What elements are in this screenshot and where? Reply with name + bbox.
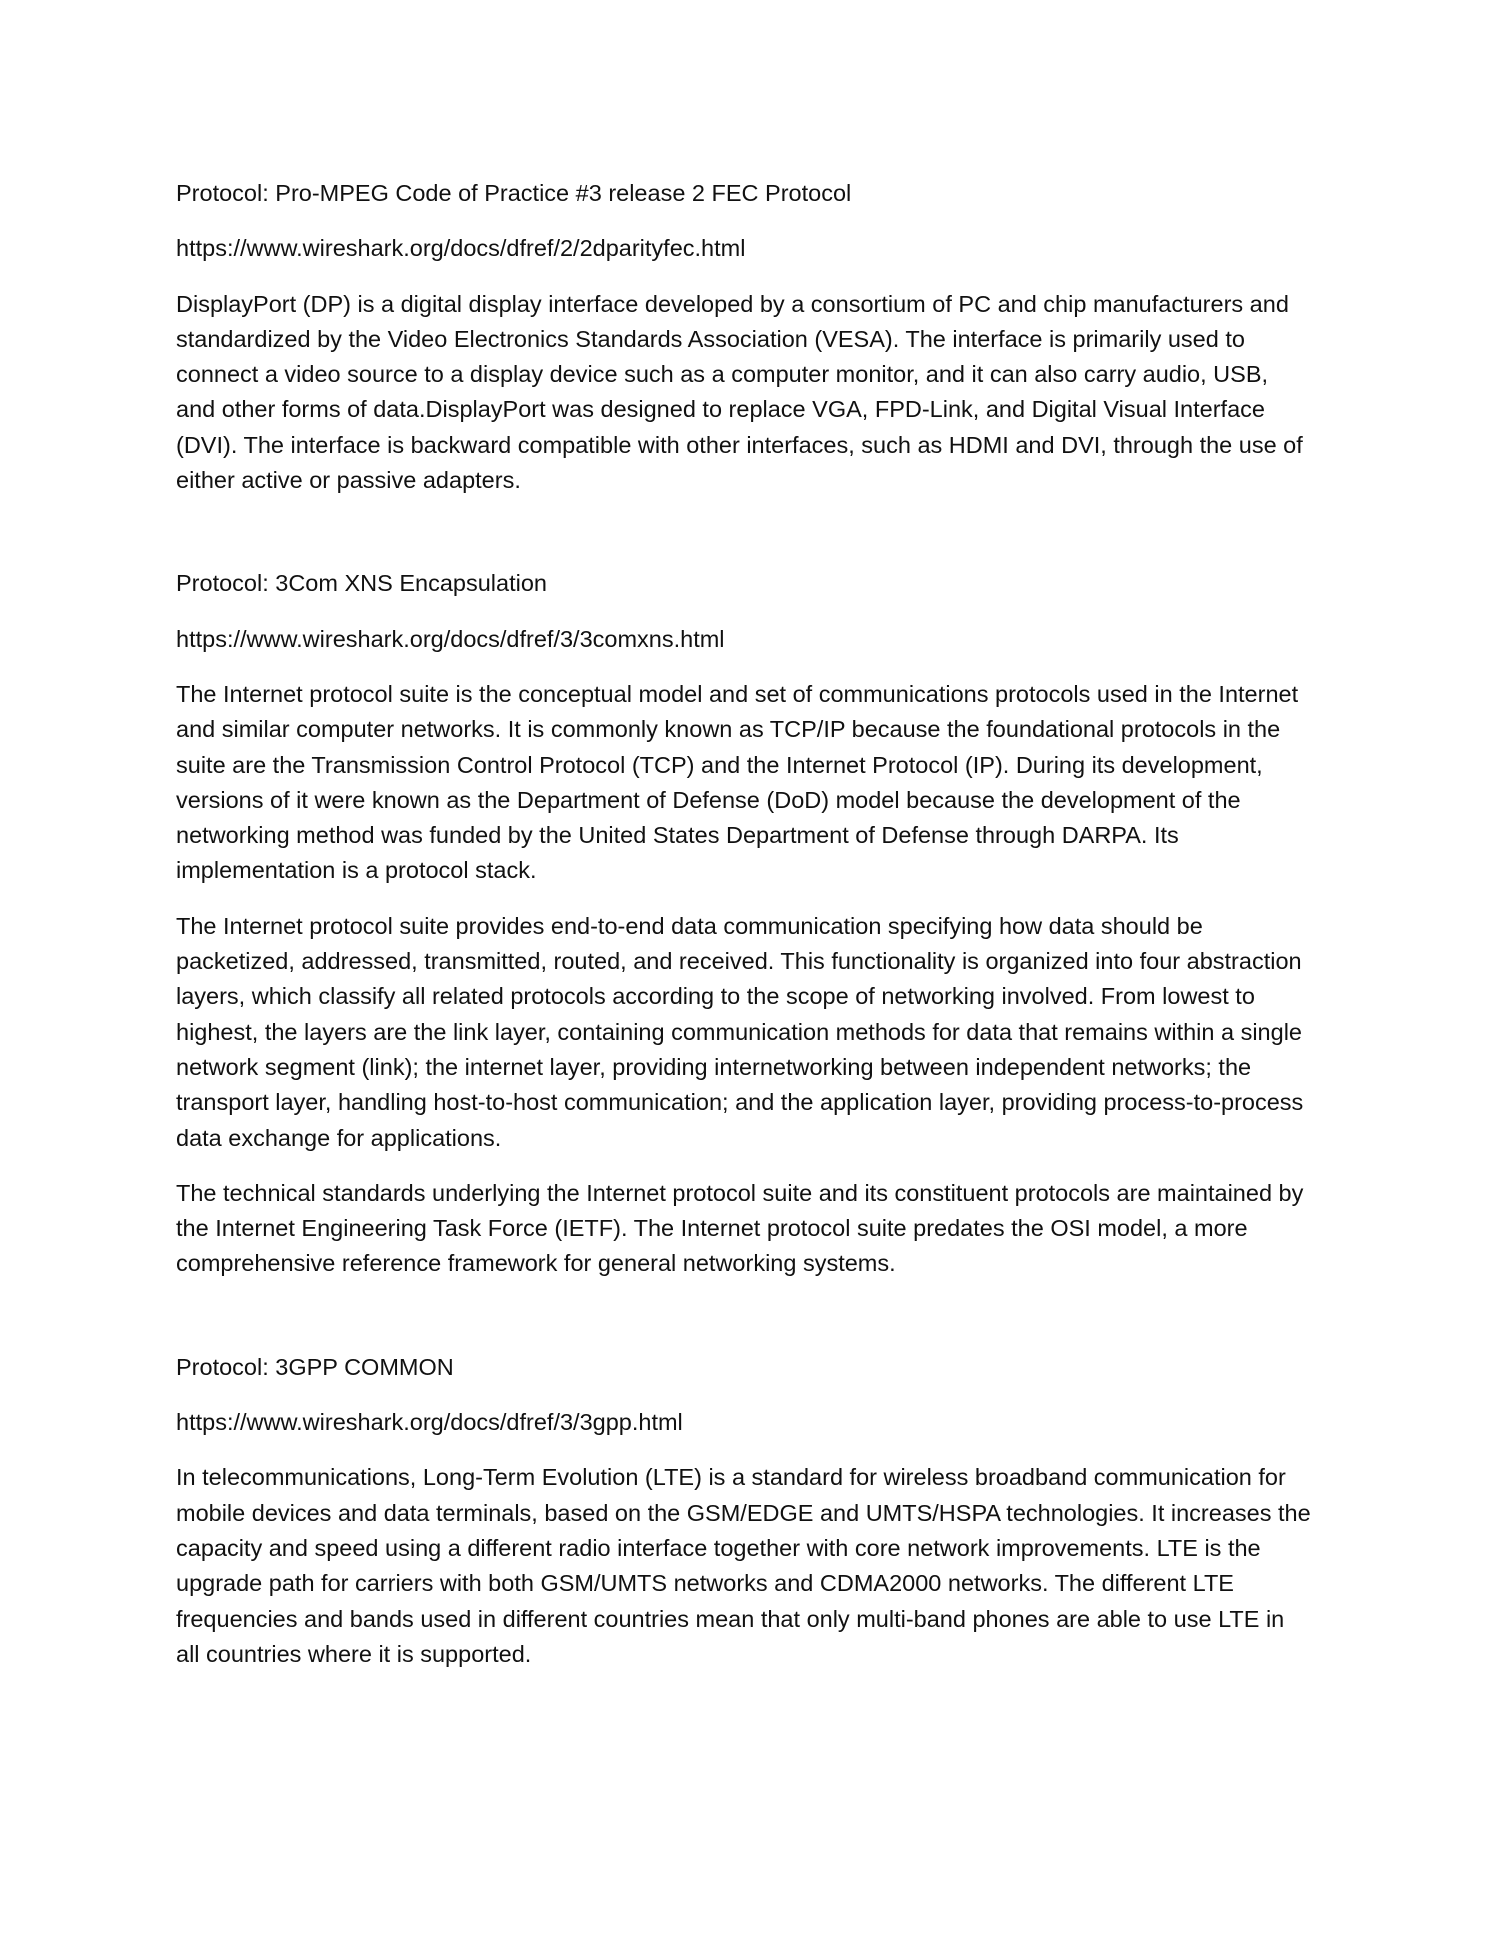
protocol-url: https://www.wireshark.org/docs/dfref/3/3gpp.html (176, 1409, 683, 1436)
description-paragraph: DisplayPort (DP) is a digital display interface developed by a consortium of PC and chip manufacturers and standardized by the Video Electronics Standards Association (VESA). The interface is primarily used to connect a video source to a display device such as a computer monitor, and it can also carry audio, USB, and other forms of data.DisplayPort was designed to replace VGA, FPD-Link, and Digital Visual Interface (DVI). The interface is backward compatible with other interfaces, such as HDMI and DVI, through the use of either active or passive adapters. (176, 290, 1303, 494)
protocol-section-pro-mpeg (176, 176, 1311, 498)
protocol-section-3gpp-common (176, 1350, 1311, 1672)
protocol-url: https://www.wireshark.org/docs/dfref/3/3comxns.html (176, 625, 725, 652)
document-body (176, 176, 1311, 1672)
protocol-heading: Protocol: 3GPP COMMON (176, 1353, 454, 1380)
description-paragraph: The technical standards underlying the Internet protocol suite and its constituent protocols are maintained by the Internet Engineering Task Force (IETF). The Internet protocol suite predates the OSI model, a more comprehensive reference framework for general networking systems. (176, 1179, 1304, 1277)
protocol-section-3com-xns (176, 566, 1311, 1281)
protocol-url: https://www.wireshark.org/docs/dfref/2/2dparityfec.html (176, 235, 746, 262)
protocol-heading: Protocol: Pro-MPEG Code of Practice #3 release 2 FEC Protocol (176, 180, 852, 206)
description-paragraph: In telecommunications, Long-Term Evolution (LTE) is a standard for wireless broadband communication for mobile devices and data terminals, based on the GSM/EDGE and UMTS/HSPA technologies. It increases the capacity and speed using a different radio interface together with core network improvements. LTE is the upgrade path for carriers with both GSM/UMTS networks and CDMA2000 networks. The different LTE frequencies and bands used in different countries mean that only multi-band phones are able to use LTE in all countries where it is supported. (176, 1464, 1311, 1667)
description-paragraph: The Internet protocol suite is the conceptual model and set of communications protocols used in the Internet and similar computer networks. It is commonly known as TCP/IP because the foundational protocols in the suite are the Transmission Control Protocol (TCP) and the Internet Protocol (IP). During its development, versions of it were known as the Department of Defense (DoD) model because the development of the networking method was funded by the United States Department of Defense through DARPA. Its implementation is a protocol stack. (176, 680, 1299, 884)
description-paragraph: The Internet protocol suite provides end-to-end data communication specifying how data should be packetized, addressed, transmitted, routed, and received. This functionality is organized into four abstraction layers, which classify all related protocols according to the scope of networking involved. From lowest to highest, the layers are the link layer, containing communication methods for data that remains within a single network segment (link); the internet layer, providing internetworking between independent networks; the transport layer, handling host-to-host communication; and the application layer, providing process-to-process data exchange for applications. (176, 912, 1304, 1151)
protocol-heading: Protocol: 3Com XNS Encapsulation (176, 570, 547, 597)
